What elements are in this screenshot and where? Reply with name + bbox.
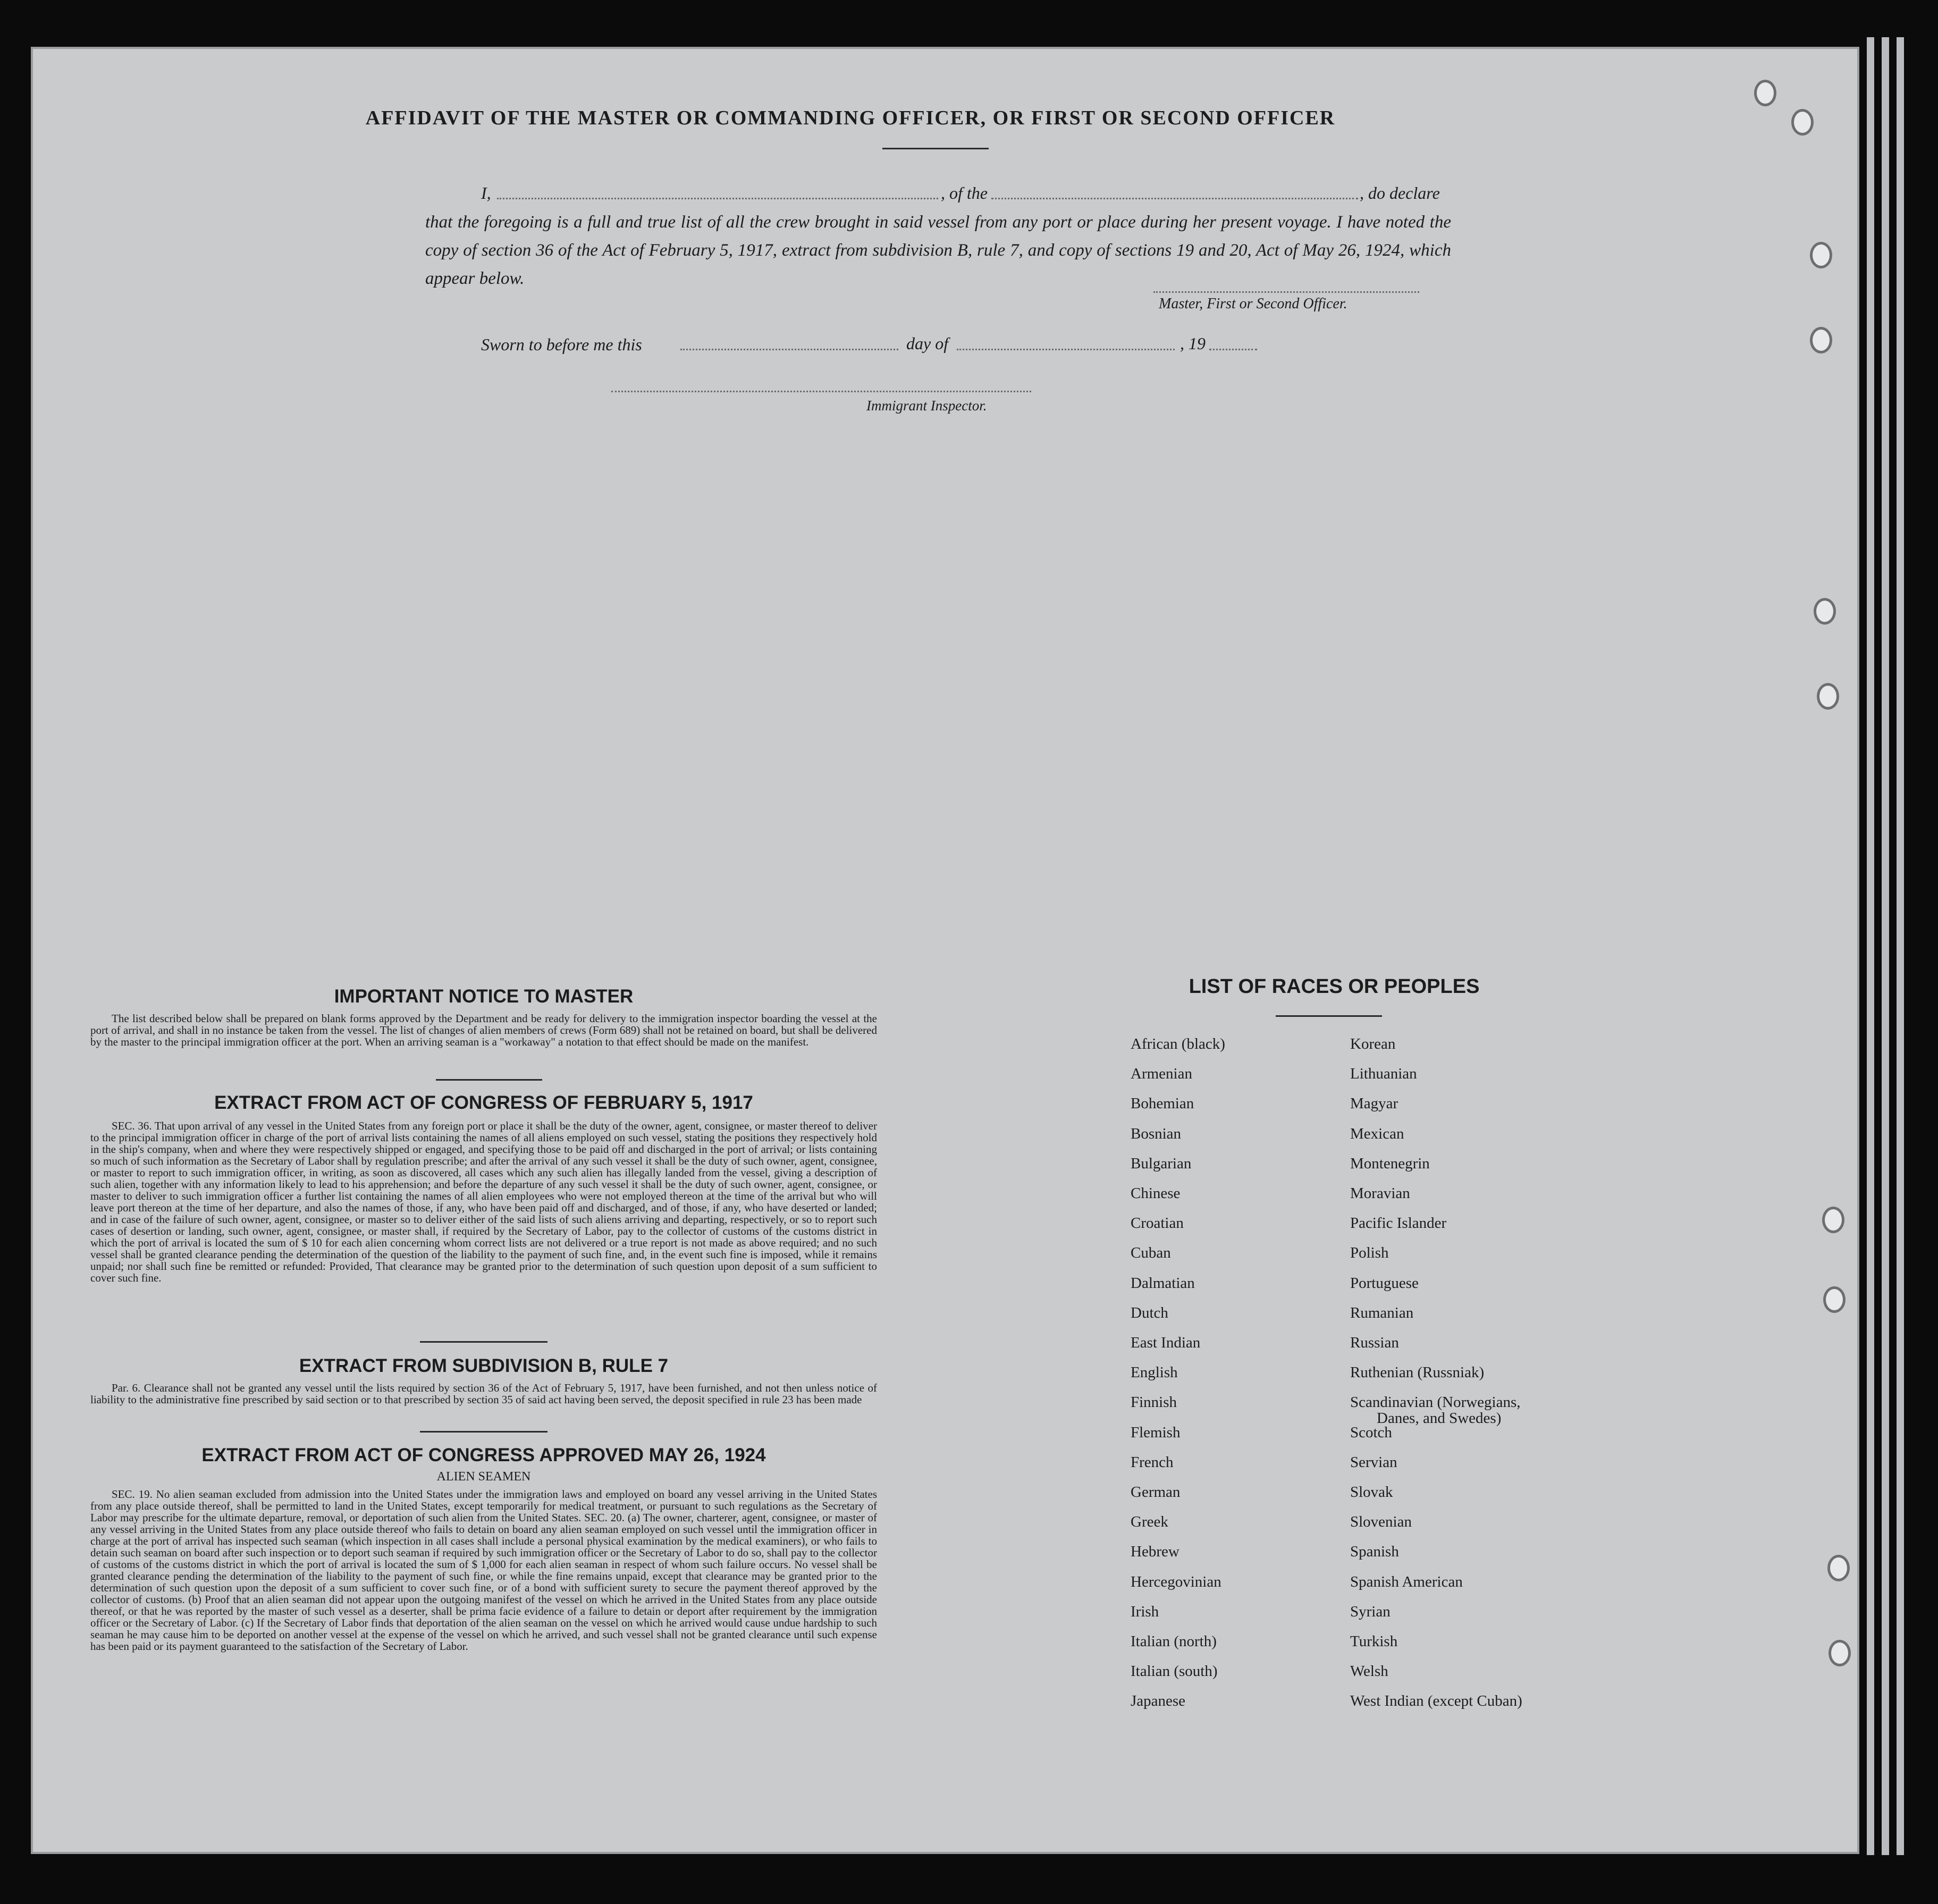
race-item: Danes, and Swedes) [1377, 1410, 1502, 1427]
race-item: Scandinavian (Norwegians, [1350, 1394, 1521, 1411]
affidavit-body: that the foregoing is a full and true list of all the crew brought in said vessel from any port or place during her present voyage. I have noted the copy of section 36 of the Act of February 5, 1917, extract from subdivision B, rule 7, and copy of sections 19 and 20, Act of May 26, 1924, which appear below. [425, 213, 1451, 288]
race-item: Bulgarian [1131, 1155, 1192, 1172]
race-item: Scotch [1350, 1423, 1392, 1441]
race-item: Armenian [1131, 1065, 1192, 1083]
vessel-blank [991, 198, 1358, 199]
race-item: African (black) [1131, 1035, 1225, 1052]
page-edge [1867, 37, 1874, 1855]
name-blank [497, 198, 938, 199]
extract-1924-title: EXTRACT FROM ACT OF CONGRESS APPROVED MAY 26, 1924 [201, 1445, 766, 1465]
race-item: Rumanian [1350, 1304, 1414, 1321]
binder-hole [1810, 327, 1832, 353]
race-item: Cuban [1131, 1244, 1171, 1262]
binder-hole [1754, 80, 1776, 106]
divider [420, 1341, 547, 1343]
race-item: Bosnian [1131, 1125, 1182, 1142]
signature-blank [1153, 291, 1419, 293]
race-item: Spanish American [1350, 1573, 1463, 1590]
binder-hole [1814, 598, 1836, 625]
race-item: English [1131, 1364, 1178, 1381]
inspector-label: Immigrant Inspector. [866, 398, 987, 414]
race-item: Spanish [1350, 1543, 1399, 1561]
rule7-title: EXTRACT FROM SUBDIVISION B, RULE 7 [299, 1355, 669, 1376]
race-item: Bohemian [1131, 1095, 1194, 1113]
race-item: Finnish [1131, 1394, 1177, 1411]
notice-body: The list described below shall be prepared on blank forms approved by the Department and be ready for delivery to the immigration inspector boarding the vessel at the port of arrival, and shall in no instance be taken from the vessel. The list of changes of alien members of crews (Form 689) shall not be retained on board, but shall be delivered by the master to the principal immigration officer at the port. When an arriving seaman is a "workaway" a notation to that effect should be made on the manifest. [90, 1012, 877, 1048]
race-item: East Indian [1131, 1334, 1201, 1351]
extract-1917-title: EXTRACT FROM ACT OF CONGRESS OF FEBRUARY 5, 1917 [214, 1092, 753, 1113]
year-blank [1209, 349, 1257, 350]
race-item: German [1131, 1484, 1181, 1501]
sworn-text: Sworn to before me this [481, 335, 642, 354]
race-item: Croatian [1131, 1215, 1184, 1232]
race-item: Irish [1131, 1603, 1159, 1620]
race-item: Lithuanian [1350, 1065, 1417, 1083]
race-item: Turkish [1350, 1633, 1398, 1650]
race-item: Welsh [1350, 1663, 1388, 1680]
race-item: Dalmatian [1131, 1274, 1195, 1292]
race-item: Korean [1350, 1035, 1396, 1052]
divider [436, 1079, 542, 1081]
alien-seamen-subtitle: ALIEN SEAMEN [436, 1470, 531, 1484]
race-item: Hercegovinian [1131, 1573, 1221, 1590]
affidavit-title: AFFIDAVIT OF THE MASTER OR COMMANDING OFFICER, OR FIRST OR SECOND OFFICER [365, 107, 1336, 129]
race-item: Portuguese [1350, 1274, 1419, 1292]
race-item: Syrian [1350, 1603, 1391, 1620]
race-item: Montenegrin [1350, 1155, 1430, 1172]
page-edge [1882, 37, 1889, 1855]
rule7-body: Par. 6. Clearance shall not be granted any vessel until the lists required by section 36 of the Act of February 5, 1917, have been furnished, and not then unless notice of liability to the administrative fine prescribed by said section or to that prescribed by section 35 of said act having been served, the deposit specified in rule 23 has been made [90, 1381, 877, 1406]
notice-title: IMPORTANT NOTICE TO MASTER [334, 986, 634, 1007]
race-item: Slovak [1350, 1484, 1393, 1501]
binder-hole [1791, 109, 1814, 136]
race-item: French [1131, 1453, 1174, 1471]
divider [420, 1431, 547, 1433]
year-text: , 19 [1180, 334, 1206, 353]
binder-hole [1827, 1555, 1850, 1581]
race-item: Slovenian [1350, 1513, 1412, 1531]
race-item: Ruthenian (Russniak) [1350, 1364, 1485, 1381]
page-edge [1897, 37, 1904, 1855]
race-item: Flemish [1131, 1423, 1181, 1441]
race-item: Russian [1350, 1334, 1399, 1351]
affidavit-line-i: I, [481, 183, 491, 203]
binder-hole [1829, 1640, 1851, 1666]
day-of-text: day of [906, 334, 949, 353]
race-item: Italian (south) [1131, 1663, 1218, 1680]
master-label: Master, First or Second Officer. [1159, 296, 1347, 312]
affidavit-line-declare: , do declare [1360, 183, 1440, 203]
binder-hole [1823, 1286, 1846, 1313]
inspector-signature-blank [611, 391, 1031, 392]
binder-hole [1810, 242, 1832, 268]
race-item: Mexican [1350, 1125, 1404, 1142]
divider [882, 148, 989, 149]
binder-hole [1822, 1207, 1844, 1233]
race-item: Servian [1350, 1453, 1397, 1471]
race-item: Greek [1131, 1513, 1168, 1531]
divider [1276, 1015, 1382, 1017]
race-item: Pacific Islander [1350, 1215, 1447, 1232]
race-item: Magyar [1350, 1095, 1398, 1113]
race-item: West Indian (except Cuban) [1350, 1692, 1522, 1710]
race-item: Japanese [1131, 1692, 1186, 1710]
binder-hole [1817, 683, 1839, 710]
race-item: Italian (north) [1131, 1633, 1217, 1650]
race-item: Chinese [1131, 1185, 1181, 1202]
race-item: Polish [1350, 1244, 1389, 1262]
month-blank [957, 349, 1175, 350]
races-title: LIST OF RACES OR PEOPLES [1189, 975, 1480, 998]
race-item: Dutch [1131, 1304, 1168, 1321]
extract-1924-body: SEC. 19. No alien seaman excluded from admission into the United States under the immigration laws and employed on board any vessel arriving in the United States from any place outside thereof, shall be permitted to land in the United States, except temporarily for medical treatment, or pursuant to such regulations as the Secretary of Labor may prescribe for the ultimate departure, removal, or deportation of such alien from the United States. SEC. 20. (a) The owner, charterer, agent, consignee, or master of any vessel arriving in the United States from any place outside thereof who fails to detain on board any alien seaman employed on such vessel until the immigration officer in charge at the port of arrival has inspected such seaman (which inspection in all cases shall include a personal physical examination by the medical examiners), or who fails to detain such seaman on board after such inspection or to deport such seaman if required by such immigration officer or the Secretary of Labor to do so, shall pay to the collector of customs of the customs district in which the port of arrival is located the sum of $ 1,000 for each alien seaman in respect of whom such failure occurs. No vessel shall be granted clearance pending the determination of the liability to the payment of such fine, or while the fine remains unpaid, except that clearance may be granted prior to the determination of such question upon the deposit of a sum sufficient to cover such fine, or of a bond with sufficient surety to secure the payment thereof approved by the collector of customs. (b) Proof that an alien seaman did not appear upon the outgoing manifest of the vessel on which he arrived in the United States from any place outside thereof, or that he was reported by the master of such vessel as a deserter, shall be prima facie evidence of a failure to detain or deport after requirement by the immigration officer or the Secretary of Labor. (c) If the Secretary of Labor finds that deportation of the alien seaman on the vessel on which he arrived would cause undue hardship to such seaman he may cause him to be deported on another vessel at the expense of the vessel on which he arrived, and such vessel shall not be granted clearance until such expense has been paid or its payment guaranteed to the satisfaction of the Secretary of Labor. [90, 1488, 877, 1653]
race-item: Hebrew [1131, 1543, 1179, 1561]
sworn-day-blank [680, 349, 898, 350]
affidavit-line-of-the: , of the [941, 183, 988, 203]
race-item: Moravian [1350, 1185, 1410, 1202]
extract-1917-body: SEC. 36. That upon arrival of any vessel in the United States from any foreign port or place it shall be the duty of the owner, agent, consignee, or master thereof to deliver to the principal immigration officer in charge of the port of arrival lists containing the names of all aliens employed on such vessel, stating the positions they respectively hold in the ship's company, when and where they were respectively shipped or engaged, and specifying those to be paid off and discharged in the port of arrival; or lists containing so much of such information as the Secretary of Labor shall by regulation prescribe; and after the arrival of any such vessel it shall be the duty of such owner, agent, consignee, or master to report to such immigration officer, in writing, as soon as discovered, all cases which any such alien has illegally landed from the vessel, giving a description of such alien, together with any information likely to lead to his apprehension; and before the departure of any such vessel it shall be the duty of such owner, agent, consignee, or master to deliver to such immigration officer a further list containing the names of all alien employees who were not employed thereon at the time of the arrival but who will leave port thereon at the time of her departure, and also the names of those, if any, who have been paid off and discharged, and of those, if any, who have deserted or landed; and in case of the failure of such owner, agent, consignee, or master so to deliver either of the said lists of such aliens arriving and departing, respectively, or so to report such cases of desertion or landing, such owner, agent, consignee, or master shall, if required by the Secretary of Labor, pay to the collector of customs of the customs district in which the port of arrival is located the sum of $ 10 for each alien concerning whom correct lists are not delivered or a true report is not made as above required; and no such vessel shall be granted clearance pending the determination of the question of the liability to the payment of such fine, and, in the event such fine is imposed, while it remains unpaid; nor shall such fine be remitted or refunded: Provided, That clearance may be granted prior to the determination of such question upon deposit of a sum sufficient to cover such fine. [90, 1119, 877, 1284]
